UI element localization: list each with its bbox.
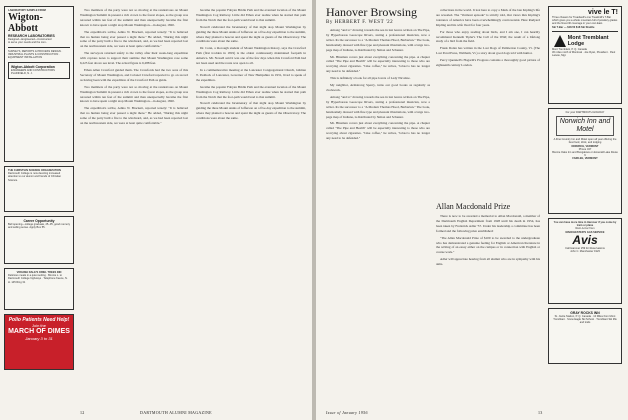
paragraph: Frank Dolan has written in the Lost Dogs of Pemberton County, Vt. (The Lost Pond Press, Waltham, Vt.) a story about good dogs told with humor. (436, 46, 540, 56)
tree-icon (552, 34, 566, 48)
paragraph: Among "and to" drawing towards the sea in last leaves written on The Pipe, by Hyperboreas Geoscope Rivers, stating a professional musician, now a writer. Its the successor to a "A Modern Thomas Hood, Barbarian." The book, handsomely dressed with fine type and pleasant illustrations, with a large two-page map of Indiana, is distributed by Simon and Schuster. (326, 28, 430, 52)
browsing-column-2 (436, 8, 540, 198)
paragraph: My neighbor, Armstrong Sperry, turns out good books as regularly as clockwork. (326, 83, 430, 92)
paragraph: The expedition's scribe, Adino N. Brackett, reported tersely: "It is believed that no human being ever passed a night there." He added, "During this night some of the party built a fire to the windward, and, as we had been reported lost on the northwestern side, we were at least quite comfortable." (80, 106, 188, 126)
paragraph: Nowell celebrated the bicentenary of that night atop Mount Washington by guiding the three Mount Annis of Jefferson on a five-day expedition to the summit, where they planted a beacon and spent the night as guests of the Observatory. The conditions were about the same. (196, 24, 306, 44)
paragraph: The expedition's scribe, Adino N. Brackett, reported tersely: "It is believed that no human being ever passed a night there." He added, "During this night some of the party built a fire to the windward, and, as we had been reported lost on the northwestern side, we were at least quite comfortable." (80, 29, 188, 49)
science-title: THE CHRISTIAN SCIENCE ORGANIZATION (8, 169, 61, 172)
avis-sub: Rent-A-Car from (575, 227, 595, 231)
paragraph: Ethan Allen Crawford guided them. The Crawfords had the two sons of this Secretary of Mount Washington, and Colonel Crawford reported to go on record as having been with the expedition of the Crawford Path as guide. (80, 67, 188, 82)
polio-line3: MARCH OF DIMES (8, 328, 70, 335)
allan-title: Allan Macdonald Prize (436, 202, 511, 211)
article-byline: By HERBERT F. WEST '22 (326, 20, 394, 25)
wigton-services: SURVEYS, REPORTS & PROCESS DESIGN · INDUSTRIAL PLANTS & CONSTRUCTION · EQUIPMENT INSTALLATION (8, 49, 63, 60)
avis-brand: Avis (572, 232, 598, 247)
march-of-dimes-ad (4, 314, 74, 370)
paragraph: The surveyors returned safely to the valley after their week-long expedition with copious notes to support their surmise that Mount Washington rose some 6,225 feet above sea level. The actual figure is 6,288 feet. (80, 51, 188, 66)
wigton-abbott-ad (4, 6, 74, 162)
inn-body: Delicious meals in a quiet setting · Bonnie L. to Dartmouth College highways · Telephone Keene, N. H. 145 Ring 31 (8, 274, 68, 284)
paragraph: In a commemorative meeting at the Lancaster Congregational Church, Gilman T. Paddock of Lancaster, Governor of New Hampshire in 1931, lived to speak of the expedition. (196, 67, 306, 82)
inn-ad (4, 268, 74, 310)
page-number-right: 13 (538, 410, 543, 415)
tremblant-sub: Mont Tremblant, P. Q. Canada (552, 47, 587, 51)
avis-name: John C. Manchester 1923 (570, 250, 600, 254)
vive-title: vive le T! (588, 9, 618, 16)
tremblant-body: 30 miles north of Montreal · Joe Ryan, President · Paul Lanoie, Mgr. (552, 51, 616, 58)
paragraph: Two members of the party were not so moving at the rendezvous on Mount Washington Summit in present a rich crown to the forest slopes, as the group was rerouted within ten feet of the summit and then unexpectedly became the first known to have spent a night atop Mount Washington—in August, 1820. (80, 8, 188, 27)
career-title: Career Opportunity (23, 219, 55, 223)
vive-le-t-ad (548, 6, 622, 104)
career-ad (4, 216, 74, 264)
ad-column-right (548, 6, 622, 368)
vive-body: Three chasers for Treadwell's one Treadmill's T-Bar which gives you a whole mountain-full of powdery glades and the finest lift coverage in your own East. (552, 16, 618, 26)
avis-call: Call Hanover 259 for Reservations (565, 246, 605, 250)
ad-column-left (4, 6, 74, 374)
wigton-city: PLAINFIELD, N. J. (11, 72, 33, 76)
polio-line2: Join the (31, 323, 46, 328)
paragraph: There is now to be awarded a memorial to Allan Macdonald, a member of the Dartmouth English Department from 1928 until his death in 1954, has been taken by Frederick Adler '57. Under his leadership a committee has been formed and the following prize established: (436, 214, 540, 233)
paragraph: collections in the world. It lost here to copy a Mark of the late Kipling's life are revealed. The "Vermont episode" is strictly told, Our views thru Kipling's tolerance of America have been overwhelmingly controversial. Here Rudyard Kipling and his wife lived for four years. (436, 8, 540, 27)
gray-title: GRAY ROCKS INN (570, 311, 600, 315)
science-body: Dartmouth College is now devoting increased attention to our alumni and friends of Christian Science. (8, 172, 62, 182)
norwich-pre: For your DARTMOUTH HOLIDAY (565, 111, 605, 114)
paragraph: became the popular Fabyan Bridle Path and the eventual location of the Mount Washington Cog Railway. Little did Ethan ever realize when he started that path from the Notch that the foot-path would lead to that summit. (196, 8, 306, 22)
article-column-2 (196, 8, 306, 406)
left-page (0, 0, 312, 420)
career-body: Bell opening—college graduate, 25–35, good memory and selling sense. Apply Box 55. (8, 223, 71, 230)
norwich-name: Norwich Inn and Motel (556, 116, 614, 136)
norwich-city: NORWICH, VERMONT (571, 144, 599, 148)
wigton-corp-sub: ENGINEERS AND CONSTRUCTORS (11, 69, 55, 73)
paragraph: This is definitely a book for all pipe lovers of Lady Nicotine. (330, 76, 411, 81)
wigton-corp: Wigton-Abbott Corporation (11, 65, 55, 70)
avis-pre: You can have more time in Hanover if you come by train or plane (553, 221, 617, 228)
wigton-sub3: to serve your needs and the com- (8, 41, 47, 45)
gray-rocks-ad (548, 308, 622, 364)
inn-title: VIRGINIA DALE'S ORIEL TREES INN (16, 271, 62, 274)
norwich-state: FAIRLEE, VERMONT (572, 157, 598, 161)
allan-macdonald-section (436, 202, 540, 214)
tremblant-name: Mont Tremblant Lodge (567, 34, 609, 47)
paragraph: Dr. Conn, a thorough student of Mount Washington history, says the Crawford Path (first trodden in 1819) is the oldest continuously maintained footpath in America. Mr. Nowell said it was one of the few days when this Crawford Path had not been used and the route was open to all. (196, 46, 306, 66)
norwich-inn-ad (548, 108, 622, 214)
avis-where: MANCHESTER'S GAS SERVICE (565, 230, 605, 234)
article-title: Hanover Browsing (326, 5, 417, 19)
avis-ad (548, 218, 622, 304)
paragraph: Mr. Hinsman covers just about everything concerning the pipe. A chapter called "The Pipe and Health" will be especially interesting to those who are worrying about cigarettes. "Like coffee," he writes, "tobacco has no longer any need to be defended." (326, 121, 430, 141)
gray-body: St. Jovite Station, P. Q. Canada · 10 Miles from Mont Tremblant · Snow Eagle Ski School · Tremblant Ski lifts and trails (553, 315, 617, 325)
paragraph: became the popular Fabyan Bridle Path and the eventual location of the Mount Washington Cog Railway. Little did Ethan ever realize when he started that path from the Notch that the foot-path would lead to that summit. (196, 84, 306, 99)
paragraph: Adler will appreciate hearing from all alumni who are in sympathy with his aims. (436, 257, 540, 267)
norwich-phone: Phone 437 (578, 147, 592, 151)
polio-line4: January 3 to 31 (25, 336, 53, 341)
article-column-1 (80, 8, 188, 406)
paragraph: Two members of the party were not so moving at the rendezvous on Mount Washington Summit in present a rich crown to the forest slopes, as the group was rerouted within ten feet of the summit and then unexpectedly became the first known to have spent a night atop Mount Washington—in August, 1820. (80, 84, 188, 104)
browsing-column-1 (326, 28, 430, 406)
paragraph: Nowell celebrated the bicentenary of that night atop Mount Washington by guiding the three Mount Annis of Jefferson on a five-day expedition to the summit, where they planted a beacon and spent the night as guests of the Observatory. The conditions were about the same. (196, 101, 306, 121)
magazine-footer: DARTMOUTH ALUMNI MAGAZINE (140, 410, 212, 415)
paragraph: Mr. Hinsman covers just about everything concerning the pipe. A chapter called "The Pipe and Health" will be especially interesting to those who are worrying about cigarettes. "Like coffee," he writes, "tobacco has no longer any need to be defended." (326, 54, 430, 74)
wigton-sub2: Designed—Engineered—Constructed (8, 38, 52, 42)
christian-science-ad (4, 166, 74, 212)
right-page (316, 0, 628, 420)
wigton-logo: Wigton-Abbott (8, 12, 43, 35)
page-number-left: 12 (80, 410, 85, 415)
vive-ski: Ski T-Bar — $18.50 $18 Ski Shuttle (552, 25, 595, 29)
polio-line1: Polio Patients Need Help! (8, 317, 70, 323)
norwich-body: A Fine Country Inn and Motel open all year offering the best food, drink, and lodging (553, 138, 617, 145)
paragraph: For those who enjoy reading about birds, and I am one, I can heartily recommend Kenneth Tipler's The Call of the Wild; the result of a lifelong study of a bird from the field. (436, 29, 540, 44)
allan-body (436, 214, 540, 406)
paragraph: Among "and to" drawing towards the sea in last leaves written on The Pipe, by Hyperboreas Geoscope Rivers, stating a professional musician, now a writer. Its the successor to a "A Modern Thomas Hood, Barbarian." The book, handsomely dressed with fine type and pleasant illustrations, with a large two-page map of Indiana, is distributed by Simon and Schuster. (326, 94, 430, 119)
paragraph: "The Allan Macdonald Prize of $100 to be awarded to the undergraduate who has demonstrated a genuine feeling for English or American literature in the writing of an essay either on the campus or in connection with English or course work." (436, 235, 540, 255)
wigton-pre: LABORATORY SAMPLE FROM (8, 9, 46, 12)
wigton-sub1: RESEARCH LABORATORIES (8, 34, 55, 39)
issue-footer: Issue of January 1956 (326, 410, 368, 415)
norwich-extra: Bonnie Oaks Inn and Bungalows on Emerald Lake Route 9 (552, 151, 618, 158)
paragraph: Percy Quennell's Hogarth's Progress contains a thoroughly good picture of eighteenth century London. (436, 58, 540, 68)
